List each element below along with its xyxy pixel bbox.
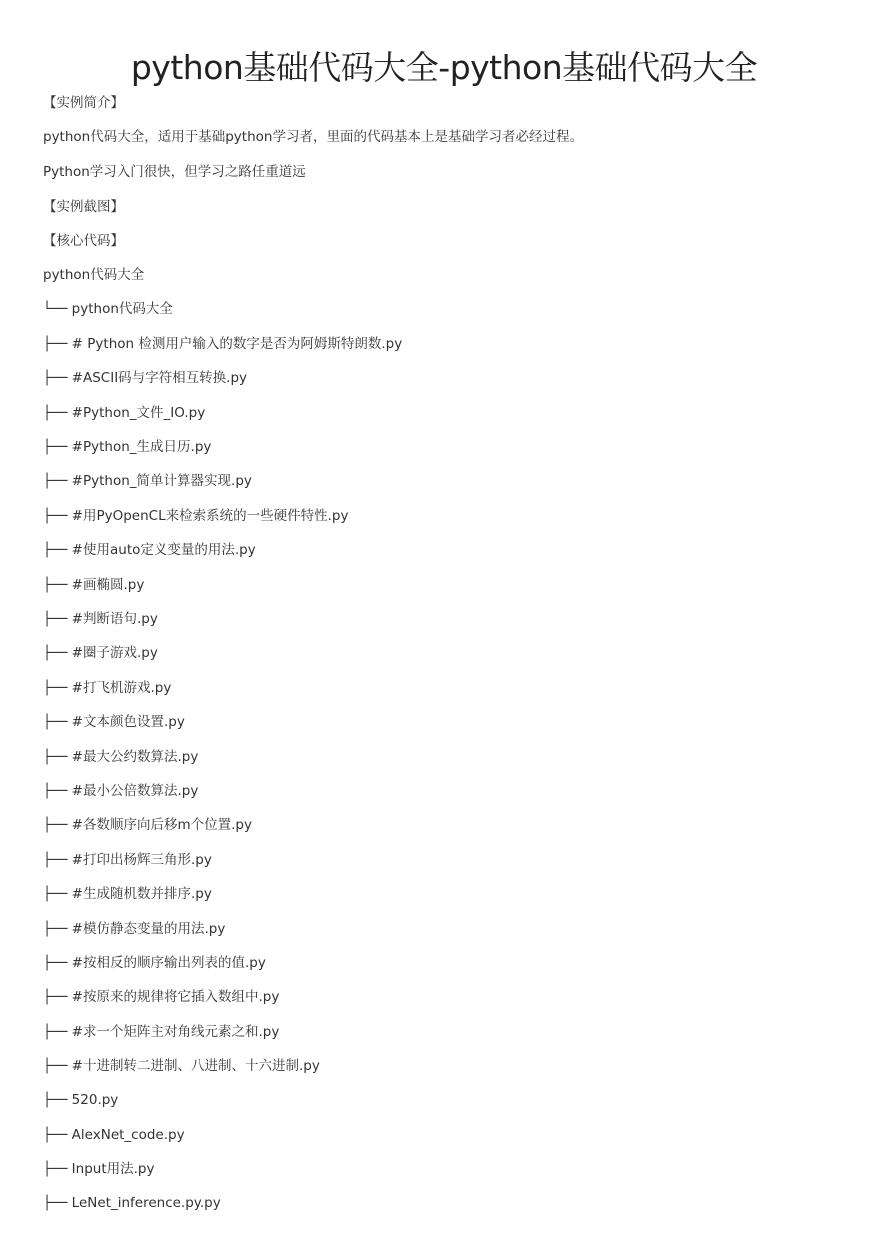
tree-line: └── python代码大全 — [43, 301, 173, 317]
intro-heading: 【实例简介】 — [43, 95, 124, 111]
tree-line: ├── #Python_文件_IO.py — [43, 405, 206, 421]
tree-line: ├── 520.py — [43, 1092, 119, 1108]
tree-line: ├── #圈子游戏.py — [43, 645, 158, 661]
tree-line: ├── #最小公倍数算法.py — [43, 783, 199, 799]
tree-line: ├── #Python_简单计算器实现.py — [43, 473, 252, 489]
tree-line: ├── LeNet_inference.py.py — [43, 1195, 221, 1211]
tree-line: ├── #求一个矩阵主对角线元素之和.py — [43, 1024, 280, 1040]
tree-line: ├── #使用auto定义变量的用法.py — [43, 542, 256, 558]
tree-line: ├── #按相反的顺序输出列表的值.py — [43, 955, 266, 971]
tree-root-name: python代码大全 — [43, 267, 145, 283]
document-title: python基础代码大全-python基础代码大全 — [130, 48, 758, 87]
tree-line: ├── Input用法.py — [43, 1161, 155, 1177]
tree-line: ├── #按原来的规律将它插入数组中.py — [43, 989, 280, 1005]
tree-line: ├── #判断语句.py — [43, 611, 158, 627]
tree-line: ├── #打印出杨辉三角形.py — [43, 852, 212, 868]
tree-line: ├── #最大公约数算法.py — [43, 749, 199, 765]
tree-line: ├── #文本颜色设置.py — [43, 714, 185, 730]
intro-text-2: Python学习入门很快，但学习之路任重道远 — [43, 164, 306, 180]
code-heading: 【核心代码】 — [43, 233, 124, 249]
tree-line: ├── AlexNet_code.py — [43, 1127, 185, 1143]
tree-line: ├── #ASCII码与字符相互转换.py — [43, 370, 248, 386]
tree-line: ├── #生成随机数并排序.py — [43, 886, 212, 902]
screenshot-heading: 【实例截图】 — [43, 199, 124, 215]
intro-text: python代码大全，适用于基础python学习者，里面的代码基本上是基础学习者必经过程。 — [43, 129, 583, 145]
tree-line: ├── #模仿静态变量的用法.py — [43, 921, 226, 937]
tree-line: ├── #各数顺序向后移m个位置.py — [43, 817, 252, 833]
tree-line: ├── #打飞机游戏.py — [43, 680, 172, 696]
tree-line: ├── #用PyOpenCL来检索系统的一些硬件特性.py — [43, 508, 349, 524]
tree-line: ├── #十进制转二进制、八进制、十六进制.py — [43, 1058, 320, 1074]
tree-line: ├── #Python_生成日历.py — [43, 439, 212, 455]
tree-line: ├── #画椭圆.py — [43, 577, 145, 593]
tree-line: ├── # Python 检测用户输入的数字是否为阿姆斯特朗数.py — [43, 336, 403, 352]
